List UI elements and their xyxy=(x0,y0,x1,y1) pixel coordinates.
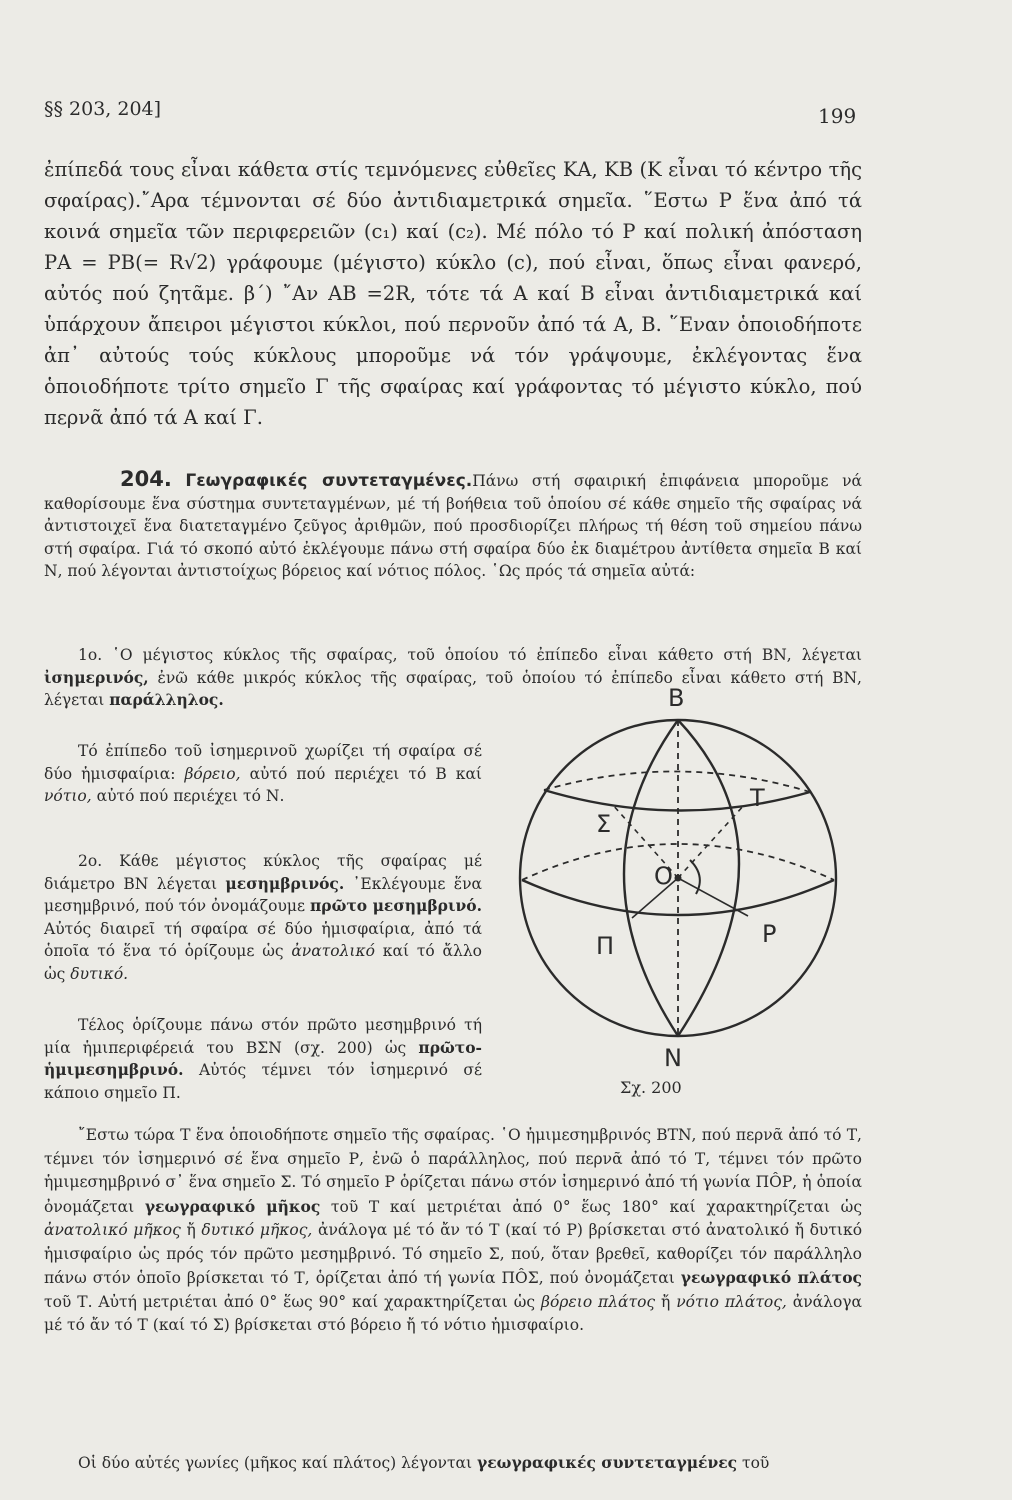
term-geographic-coordinates: γεωγραφικές συντεταγμένες xyxy=(477,1453,738,1472)
label-N: Ν xyxy=(664,1044,682,1072)
item-1-equator-first-line: 1ο. ῾Ο μέγιστος κύκλος τῆς σφαίρας, τοῦ ὁποίου τό ἐπίπεδο εἶναι κάθετο στή ΒΝ, λέγεται ἰσημερινός, ἐνῶ κάθε μικρός κύκλος τῆς σφαίρας, τοῦ ὁποίου τό ἐπίπεδο εἶναι κάθετο στή ΒΝ, λέγεται παράλληλος. xyxy=(44,646,862,710)
term-western: δυτικό. xyxy=(70,964,129,983)
label-R: Ρ xyxy=(762,920,777,948)
item-2-meridian: 2ο. Κάθε μέγιστος κύκλος τῆς σφαίρας μέ διάμετρο ΒΝ λέγεται μεσημβρινός. ᾿Εκλέγουμε ἕνα μεσημβρινό, πού τόν ὀνομάζουμε πρῶτο μεσημβρινό. Αὐτός διαιρεῖ τή σφαίρα σέ δύο ἡμισφαίρια, ἀπό τά ὁποῖα τό ἕνα τό ὁρίζουμε ὡς ἀνατολικό καί τό ἄλλο ὡς δυτικό. xyxy=(44,852,482,983)
term-longitude: γεωγραφικό μῆκος xyxy=(144,1196,321,1216)
term-south-latitude: νότιο πλάτος, xyxy=(676,1292,787,1311)
parallel-front xyxy=(544,790,810,811)
section-number: 204. xyxy=(120,467,172,491)
paragraph-hemispheres: Τό ἐπίπεδο τοῦ ἰσημερινοῦ χωρίζει τή σφαίρα σέ δύο ἡμισφαίρια: βόρειο, αὐτό πού περιέχει τό Β καί νότιο, αὐτό πού περιέχει τό Ν. xyxy=(44,742,482,806)
paragraph-prime-half-meridian: Τέλος ὁρίζουμε πάνω στόν πρῶτο μεσημβρινό τή μία ἡμιπεριφέρειά του ΒΣΝ (σχ. 200) ὡς πρῶτο-ἡμιμεσημβρινό. Αὐτός τέμνει τόν ἰσημερινό σέ κάποιο σημεῖο Π. xyxy=(44,1016,482,1102)
term-prime-half-meridian: πρῶτο-ἡμιμεσημβρινό. xyxy=(44,1037,482,1080)
section-intro-text: Πάνω στή σφαιρική ἐπιφάνεια μποροῦμε νά καθορίσουμε ἕνα σύστημα συντεταγμένων, μέ τή βοήθεια τοῦ ὁποίου σέ κάθε σημεῖο τῆς σφαίρας νά ἀντιστοιχεῖ ἕνα διατεταγμένο ζεῦγος ἀριθμῶν, πού προσδιορίζει πλήρως τή θέση τοῦ σημείου πάνω στή σφαίρα. Γιά τό σκοπό αὐτό ἐκλέγουμε πάνω στή σφαίρα δύο ἐκ διαμέτρου ἀντίθετα σημεῖα Β καί Ν, πού λέγονται ἀντιστοίχως βόρειος καί νότιος πόλος. ῾Ως πρός τά σημεῖα αὐτά: xyxy=(44,472,862,581)
label-B: Β xyxy=(668,684,685,712)
label-P: Π xyxy=(596,932,615,960)
section-204-intro xyxy=(44,468,862,583)
parallel-back xyxy=(544,771,810,792)
radius-OT xyxy=(678,804,745,878)
meridian-through-T xyxy=(678,720,739,1036)
term-prime-meridian: πρῶτο μεσημβρινό. xyxy=(309,896,482,916)
paragraph-final: Οἱ δύο αὐτές γωνίες (μῆκος καί πλάτος) λέγονται γεωγραφικές συντεταγμένες τοῦ xyxy=(78,1453,770,1472)
angle-arc xyxy=(690,860,700,894)
section-title: Γεωγραφικές συντεταγμένες. xyxy=(185,471,473,491)
label-S: Σ xyxy=(596,810,612,838)
term-north-latitude: βόρειο πλάτος xyxy=(541,1292,656,1311)
page-number: 199 xyxy=(818,104,857,128)
term-equator: ἰσημερινός, xyxy=(44,667,149,687)
paragraph-proof-continuation: ἐπίπεδά τους εἶναι κάθετα στίς τεμνόμενες εὐθεῖες ΚΑ, ΚΒ (Κ εἶναι τό κέντρο τῆς σφαίρας).῎Αρα τέμνονται σέ δύο ἀντιδιαμετρικά σημεῖα. ῞Εστω Ρ ἕνα ἀπό τά κοινά σημεῖα τῶν περιφερειῶν (c₁) καί (c₂). Μέ πόλο τό Ρ καί πολική ἀπόσταση ΡΑ = ΡΒ(= R√2) γράφουμε (μέγιστο) κύκλο (c), πού εἶναι, ὅπως εἶναι φανερό, αὐτός πού ζητᾶμε. β΄) ῎Αν ΑΒ =2R, τότε τά Α καί Β εἶναι ἀντιδιαμετρικά καί ὑπάρχουν ἄπειροι μέγιστοι κύκλοι, πού περνοῦν ἀπό τά Α, Β. ῞Εναν ὁποιοδήποτε ἀπ᾿ αὐτούς τούς κύκλους μποροῦμε νά τόν γράψουμε, ἐκλέγοντας ἕνα ὁποιοδήποτε τρίτο σημεῖο Γ τῆς σφαίρας καί γράφοντας τό μέγιστο κύκλο, πού περνᾶ ἀπό τά Α καί Γ. xyxy=(44,158,862,429)
figure-200-sphere xyxy=(500,680,840,1100)
term-eastern: ἀνατολικό xyxy=(291,942,375,961)
term-latitude: γεωγραφικό πλάτος xyxy=(680,1268,862,1287)
term-west-longitude: δυτικό μῆκος, xyxy=(201,1221,313,1239)
term-meridian: μεσημβρινός. xyxy=(225,873,345,893)
label-T: Τ xyxy=(750,784,765,812)
term-southern: νότιο, xyxy=(44,787,92,806)
running-header-sections: §§ 203, 204] xyxy=(44,98,162,120)
term-east-longitude: ἀνατολικό μῆκος xyxy=(44,1221,181,1239)
label-O: Ο xyxy=(654,862,673,890)
term-parallel: παράλληλος. xyxy=(109,690,224,710)
center-point xyxy=(675,875,682,882)
figure-caption: Σχ. 200 xyxy=(620,1078,682,1097)
paragraph-longitude-latitude: ῎Εστω τώρα Τ ἕνα ὁποιοδήποτε σημεῖο τῆς σφαίρας. ῾Ο ἡμιμεσημβρινός ΒΤΝ, πού περνᾶ ἀπό τό Τ, τέμνει τόν ἰσημερινό σέ ἕνα σημεῖο Ρ, ἐνῶ ὁ παράλληλος, πού περνᾶ ἀπό τό Τ, τέμνει τόν πρῶτο ἡμιμεσημβρινό σ᾿ ἕνα σημεῖο Σ. Τό σημεῖο Ρ ὁρίζεται πάνω στόν ἰσημερινό ἀπό τή γωνία ΠÔΡ, ἡ ὁποία ὀνομάζεται γεωγραφικό μῆκος τοῦ Τ καί μετριέται ἀπό 0° ἕως 180° καί χαρακτηρίζεται ὡς ἀνατολικό μῆκος ἤ δυτικό μῆκος, ἀνάλογα μέ τό ἄν τό Τ (καί τό Ρ) βρίσκεται στό ἀνατολικό ἤ δυτικό ἡμισφαίριο ὡς πρός τόν πρῶτο μεσημβρινό. Τό σημεῖο Σ, πού, ὅταν βρεθεῖ, καθορίζει τόν παράλληλο πάνω στόν ὁποῖο βρίσκεται τό Τ, ὁρίζεται ἀπό τή γωνία ΠÔΣ, πού ὀνομάζεται γεωγραφικό πλάτος τοῦ Τ. Αὐτή μετριέται ἀπό 0° ἕως 90° καί χαρακτηρίζεται ὡς βόρειο πλάτος ἤ νότιο πλάτος, ἀνάλογα μέ τό ἄν τό Τ (καί τό Σ) βρίσκεται στό βόρειο ἤ τό νότιο ἡμισφαίριο. xyxy=(44,1126,863,1334)
term-northern: βόρειο, xyxy=(184,764,241,783)
